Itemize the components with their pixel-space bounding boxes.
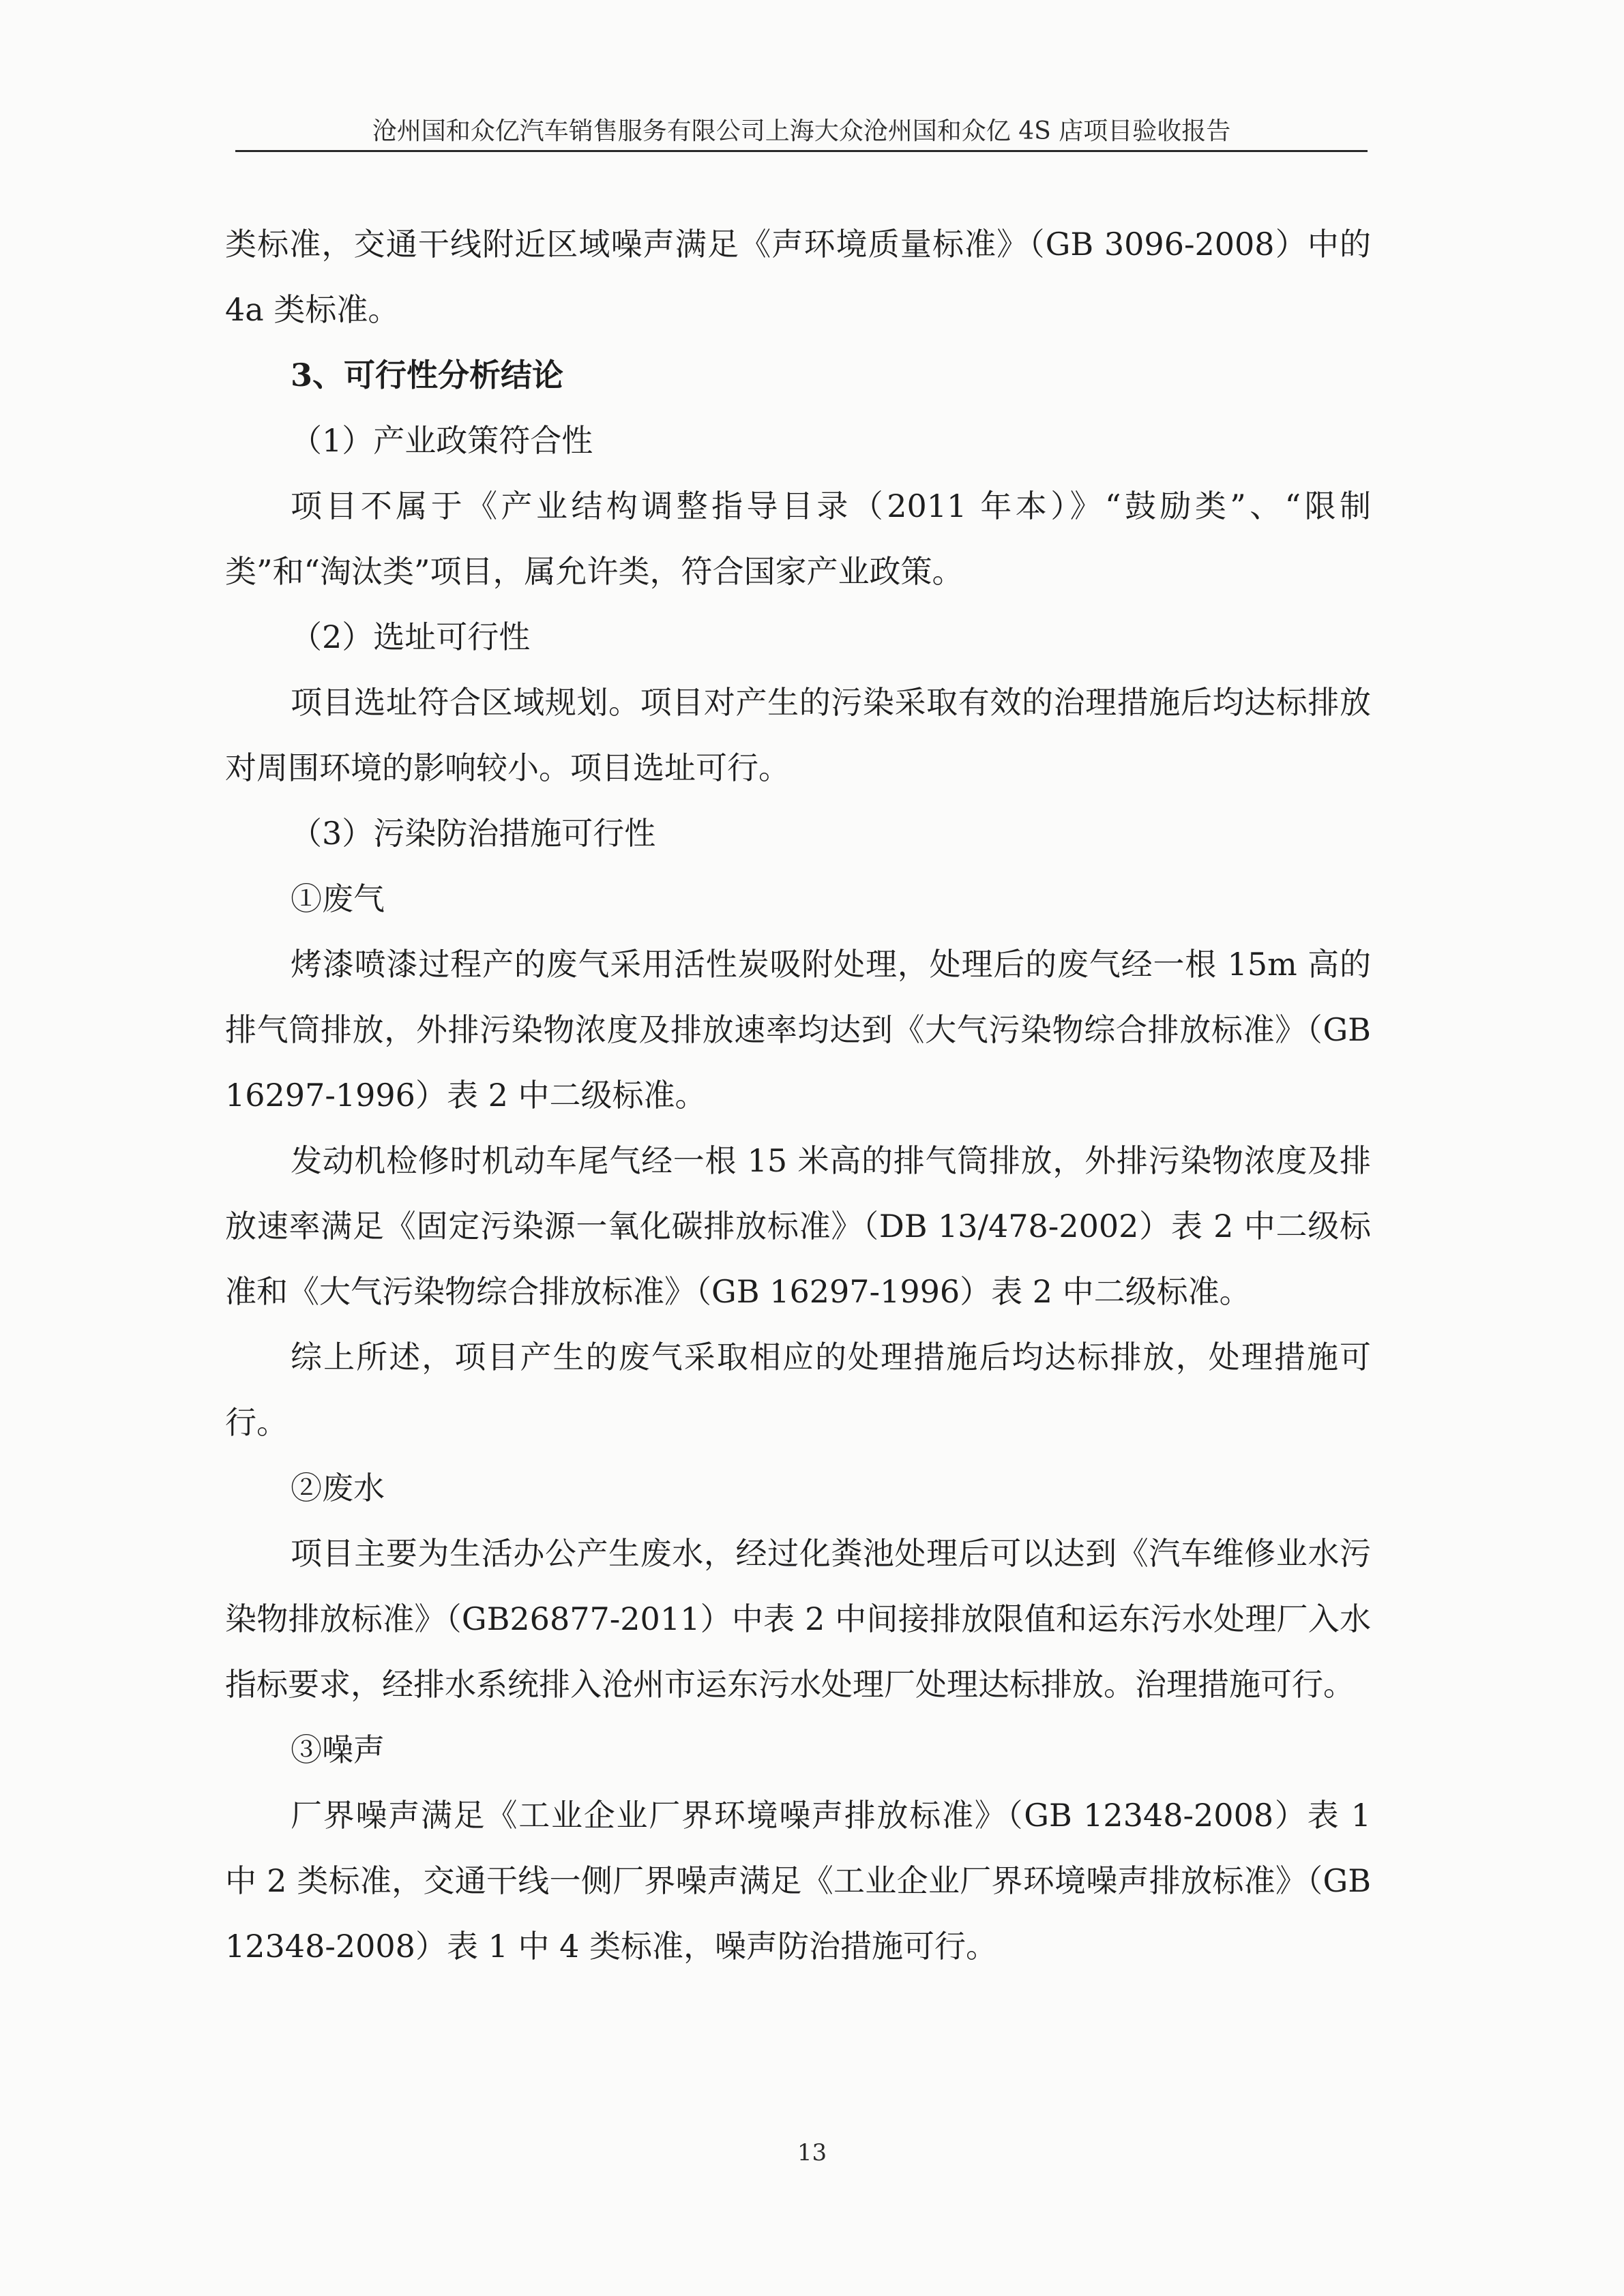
paragraph: 项目主要为生活办公产生废水，经过化粪池处理后可以达到《汽车维修业水污染物排放标准》（GB26877-2011）中表 2 中间接排放限值和运东污水处理厂入水指标要求，经排水系统排入沧州市运东污水处理厂处理达标排放。治理措施可行。 [225,1535,1371,1703]
subsection-heading: （3）污染防治措施可行性 [291,815,656,852]
page-number: 13 [797,2139,827,2166]
paragraph: 厂界噪声满足《工业企业厂界环境噪声排放标准》（GB 12348-2008）表 1 中 2 类标准，交通干线一侧厂界噪声满足《工业企业厂界环境噪声排放标准》（GB 12348-2008）表 1 中 4 类标准，噪声防治措施可行。 [225,1797,1371,1965]
paragraph-continuation: 类标准，交通干线附近区域噪声满足《声环境质量标准》（GB 3096-2008）中的4a 类标准。 [225,226,1371,328]
page-header-title: 沧州国和众亿汽车销售服务有限公司上海大众沧州国和众亿 4S 店项目验收报告 [372,117,1231,145]
subsection-heading: （1）产业政策符合性 [291,422,593,459]
paragraph: 项目选址符合区域规划。项目对产生的污染采取有效的治理措施后均达标排放对周围环境的影响较小。项目选址可行。 [225,684,1371,786]
item-heading: ③噪声 [291,1731,385,1768]
item-heading: ②废水 [291,1470,385,1506]
paragraph: 综上所述，项目产生的废气采取相应的处理措施后均达标排放，处理措施可行。 [225,1339,1371,1441]
document-body [225,211,1371,1979]
paragraph: 发动机检修时机动车尾气经一根 15 米高的排气筒排放，外排污染物浓度及排放速率满足《固定污染源一氧化碳排放标准》（DB 13/478-2002）表 2 中二级标准和《大气污染物综合排放标准》（GB 16297-1996）表 2 中二级标准。 [225,1142,1371,1310]
paragraph: 烤漆喷漆过程产的废气采用活性炭吸附处理，处理后的废气经一根 15m 高的排气筒排放，外排污染物浓度及排放速率均达到《大气污染物综合排放标准》（GB 16297-1996）表 2 中二级标准。 [225,946,1371,1114]
subsection-heading: （2）选址可行性 [291,618,531,655]
item-heading: ①废气 [291,880,385,917]
header-divider [235,150,1368,152]
paragraph: 项目不属于《产业结构调整指导目录（2011 年本）》“鼓励类”、“限制类”和“淘汰类”项目，属允许类，符合国家产业政策。 [225,488,1371,590]
section-heading: 3、可行性分析结论 [291,357,564,393]
